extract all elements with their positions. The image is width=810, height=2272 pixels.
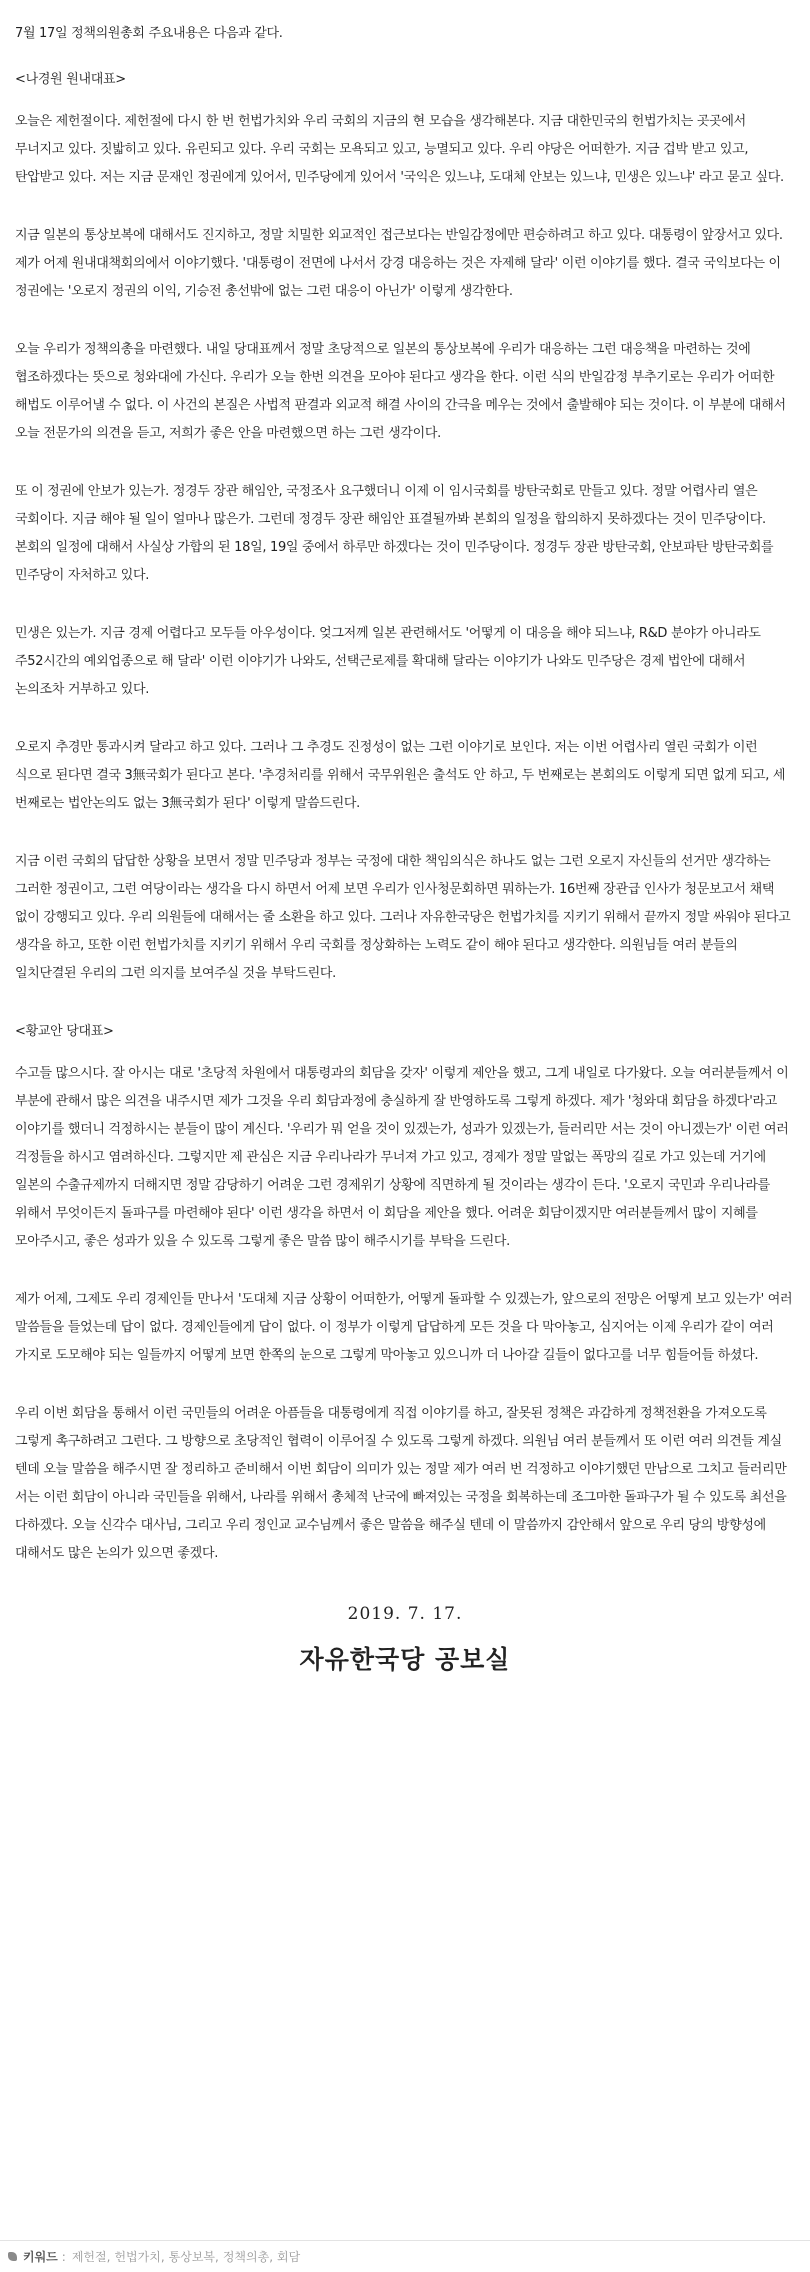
paragraph: 또 이 정권에 안보가 있는가. 정경두 장관 해임안, 국정조사 요구했더니 이제 이 임시국회를 방탄국회로 만들고 있다. 정말 어렵사리 열은 국회이다. 지금 해야 될 일이 얼마나 많은가. 그런데 정경두 장관 해임안 표결될까봐 본회의 일정을 합의하지 못하겠다는 것이 민주당이다. 본회의 일정에 대해서 사실상 가합의 된 18일, 19일 중에서 하루만 하겠다는 것이 민주당이다. 정경두 장관 방탄국회, 안보파탄 방탄국회를 민주당이 자처하고 있다.	[15, 484, 774, 583]
organization-name: 자유한국당 공보실	[299, 1645, 511, 1674]
release-date: 2019. 7. 17.	[347, 1604, 463, 1624]
section-heading: <황교안 당대표>	[15, 1024, 114, 1039]
keyword-link[interactable]: 정책의총	[222, 2250, 270, 2264]
section-na-kyung-won	[15, 66, 795, 988]
section-heading: <나경원 원내대표>	[15, 72, 126, 87]
keywords-bar: 키워드 : 제헌절 , 헌법가치 , 통상보복 , 정책의총 , 회담	[0, 2240, 810, 2272]
paragraph: 지금 이런 국회의 답답한 상황을 보면서 정말 민주당과 정부는 국정에 대한 책임의식은 하나도 없는 그런 오로지 자신들의 선거만 생각하는 그러한 정권이고, 그런 여당이라는 생각을 다시 하면서 어제 보면 우리가 인사청문회하면 뭐하는가. 16번째 장관급 인사가 청문보고서 채택 없이 강행되고 있다. 우리 의원들에 대해서는 줄 소환을 하고 있다. 그러나 자유한국당은 헌법가치를 지키기 위해서 끝까지 정말 싸워야 된다고 생각을 하고, 또한 이런 헌법가치를 지키기 위해서 우리 국회를 정상화하는 노력도 같이 해야 된다고 생각한다. 의원님들 여러 분들의 일치단결된 우리의 그런 의지를 보여주실 것을 부탁드린다.	[15, 854, 791, 981]
keyword-link[interactable]: 제헌절	[71, 2250, 107, 2264]
tag-icon	[8, 2252, 17, 2261]
intro-text: 7월 17일 정책의원총회 주요내용은 다음과 같다.	[15, 26, 283, 41]
keyword-link[interactable]: 회담	[277, 2250, 301, 2264]
paragraph: 제가 어제, 그제도 우리 경제인들 만나서 '도대체 지금 상황이 어떠한가, 어떻게 돌파할 수 있겠는가, 앞으로의 전망은 어떻게 보고 있는가' 여러 말씀들을 들었는데 답이 없다. 경제인들에게 답이 없다. 이 정부가 이렇게 답답하게 모든 것을 다 막아놓고, 심지어는 이제 우리가 같이 여러 가지로 도모해야 되는 일들까지 어떻게 보면 한쪽의 눈으로 그렇게 막아놓고 있으니까 더 나아갈 길들이 없다고를 너무 힘들어들 하셨다.	[15, 1292, 793, 1363]
paragraph: 오늘 우리가 정책의총을 마련했다. 내일 당대표께서 정말 초당적으로 일본의 통상보복에 우리가 대응하는 그런 대응책을 마련하는 것에 협조하겠다는 뜻으로 청와대에 가신다. 우리가 오늘 한번 의견을 모아야 된다고 생각을 한다. 이런 식의 반일감정 부추기로는 우리가 어떠한 해법도 이루어낼 수 없다. 이 사건의 본질은 사법적 판결과 외교적 해결 사이의 간극을 메우는 것에서 출발해야 되는 것이다. 이 부분에 대해서 오늘 전문가의 의견을 듣고, 저희가 좋은 안을 마련했으면 하는 그런 생각이다.	[15, 342, 786, 441]
keyword-link[interactable]: 헌법가치	[114, 2250, 161, 2264]
paragraph: 수고들 많으시다. 잘 아시는 대로 '초당적 차원에서 대통령과의 회담을 갖자' 이렇게 제안을 했고, 그게 내일로 다가왔다. 오늘 여러분들께서 이 부분에 관해서 많은 의견을 내주시면 제가 그것을 우리 회담과정에 충실하게 잘 반영하도록 그렇게 하겠다. 제가 '청와대 회담을 하겠다'라고 이야기를 했더니 걱정하시는 분들이 많이 계신다. '우리가 뭐 얻을 것이 있겠는가, 성과가 있겠는가, 들러리만 서는 것이 아니겠는가' 이런 여러 걱정들을 하시고 염려하신다. 그렇지만 제 관심은 지금 우리나라가 무너져 가고 있고, 경제가 정말 말없는 폭망의 길로 가고 있는데 거기에 일본의 수출규제까지 더해지면 정말 감당하기 어려운 그런 경제위기 상황에 직면하게 될 것이라는 생각이 든다. '오로지 국민과 우리나라를 위해서 무엇이든지 돌파구를 마련해야 된다' 이런 생각을 하면서 이 회담을 제안을 했다. 어려운 회담이겠지만 여러분들께서 많이 지혜를 모아주시고, 좋은 성과가 있을 수 있도록 그렇게 좋은 말씀 많이 해주시기를 부탁을 드린다.	[15, 1066, 789, 1249]
keywords-label: 키워드	[23, 2250, 58, 2264]
paragraph: 오늘은 제헌절이다. 제헌절에 다시 한 번 헌법가치와 우리 국회의 지금의 현 모습을 생각해본다. 지금 대한민국의 헌법가치는 곳곳에서 무너지고 있다. 짓밟히고 있다. 유린되고 있다. 우리 국회는 모욕되고 있고, 능멸되고 있다. 우리 야당은 어떠한가. 지금 겁박 받고 있고, 탄압받고 있다. 저는 지금 문재인 정권에게 있어서, 민주당에게 있어서 '국익은 있느냐, 도대체 안보는 있느냐, 민생은 있느냐' 라고 묻고 싶다.	[15, 114, 784, 185]
keywords-separator: :	[61, 2249, 66, 2264]
section-hwang-kyo-ahn	[15, 1018, 795, 1568]
keyword-link[interactable]: 통상보복	[168, 2250, 216, 2264]
paragraph: 우리 이번 회담을 통해서 이런 국민들의 어려운 아픔들을 대통령에게 직접 이야기를 하고, 잘못된 정책은 과감하게 정책전환을 가져오도록 그렇게 촉구하려고 그런다. 그 방향으로 초당적인 협력이 이루어질 수 있도록 그렇게 하겠다. 의원님 여러 분들께서 또 이런 여러 의견들 계실 텐데 오늘 말씀을 해주시면 잘 정리하고 준비해서 이번 회담이 의미가 있는 정말 제가 여러 번 걱정하고 이야기했던 만남으로 그치고 들러리만 서는 이런 회담이 아니라 국민들을 위해서, 나라를 위해서 총체적 난국에 빠져있는 국정을 회복하는데 조그마한 돌파구가 될 수 있도록 최선을 다하겠다. 오늘 신각수 대사님, 그리고 우리 정인교 교수님께서 좋은 말씀을 해주실 텐데 이 말씀까지 감안해서 앞으로 우리 당의 방향성에 대해서도 많은 논의가 있으면 좋겠다.	[15, 1406, 787, 1561]
paragraph: 지금 일본의 통상보복에 대해서도 진지하고, 정말 치밀한 외교적인 접근보다는 반일감정에만 편승하려고 하고 있다. 대통령이 앞장서고 있다. 제가 어제 원내대책회의에서 이야기했다. '대통령이 전면에 나서서 강경 대응하는 것은 자제해 달라' 이런 이야기를 했다. 결국 국익보다는 이 정권에는 '오로지 정권의 이익, 기승전 총선밖에 없는 그런 대응이 아닌가' 이렇게 생각한다.	[15, 228, 783, 299]
paragraph: 민생은 있는가. 지금 경제 어렵다고 모두들 아우성이다. 엊그저께 일본 관련해서도 '어떻게 이 대응을 해야 되느냐, R&D 분야가 아니라도 주52시간의 예외업종으로 해 달라' 이런 이야기가 나와도, 선택근로제를 확대해 달라는 이야기가 나와도 민주당은 경제 법안에 대해서 논의조차 거부하고 있다.	[15, 626, 761, 697]
paragraph: 오로지 추경만 통과시켜 달라고 하고 있다. 그러나 그 추경도 진정성이 없는 그런 이야기로 보인다. 저는 이번 어렵사리 열린 국회가 이런 식으로 된다면 결국 3無국회가 된다고 본다. '추경처리를 위해서 국무위원은 출석도 안 하고, 두 번째로는 본회의도 이렇게 되면 없게 되고, 세 번째로는 법안논의도 없는 3無국회가 된다' 이렇게 말씀드린다.	[15, 740, 786, 811]
